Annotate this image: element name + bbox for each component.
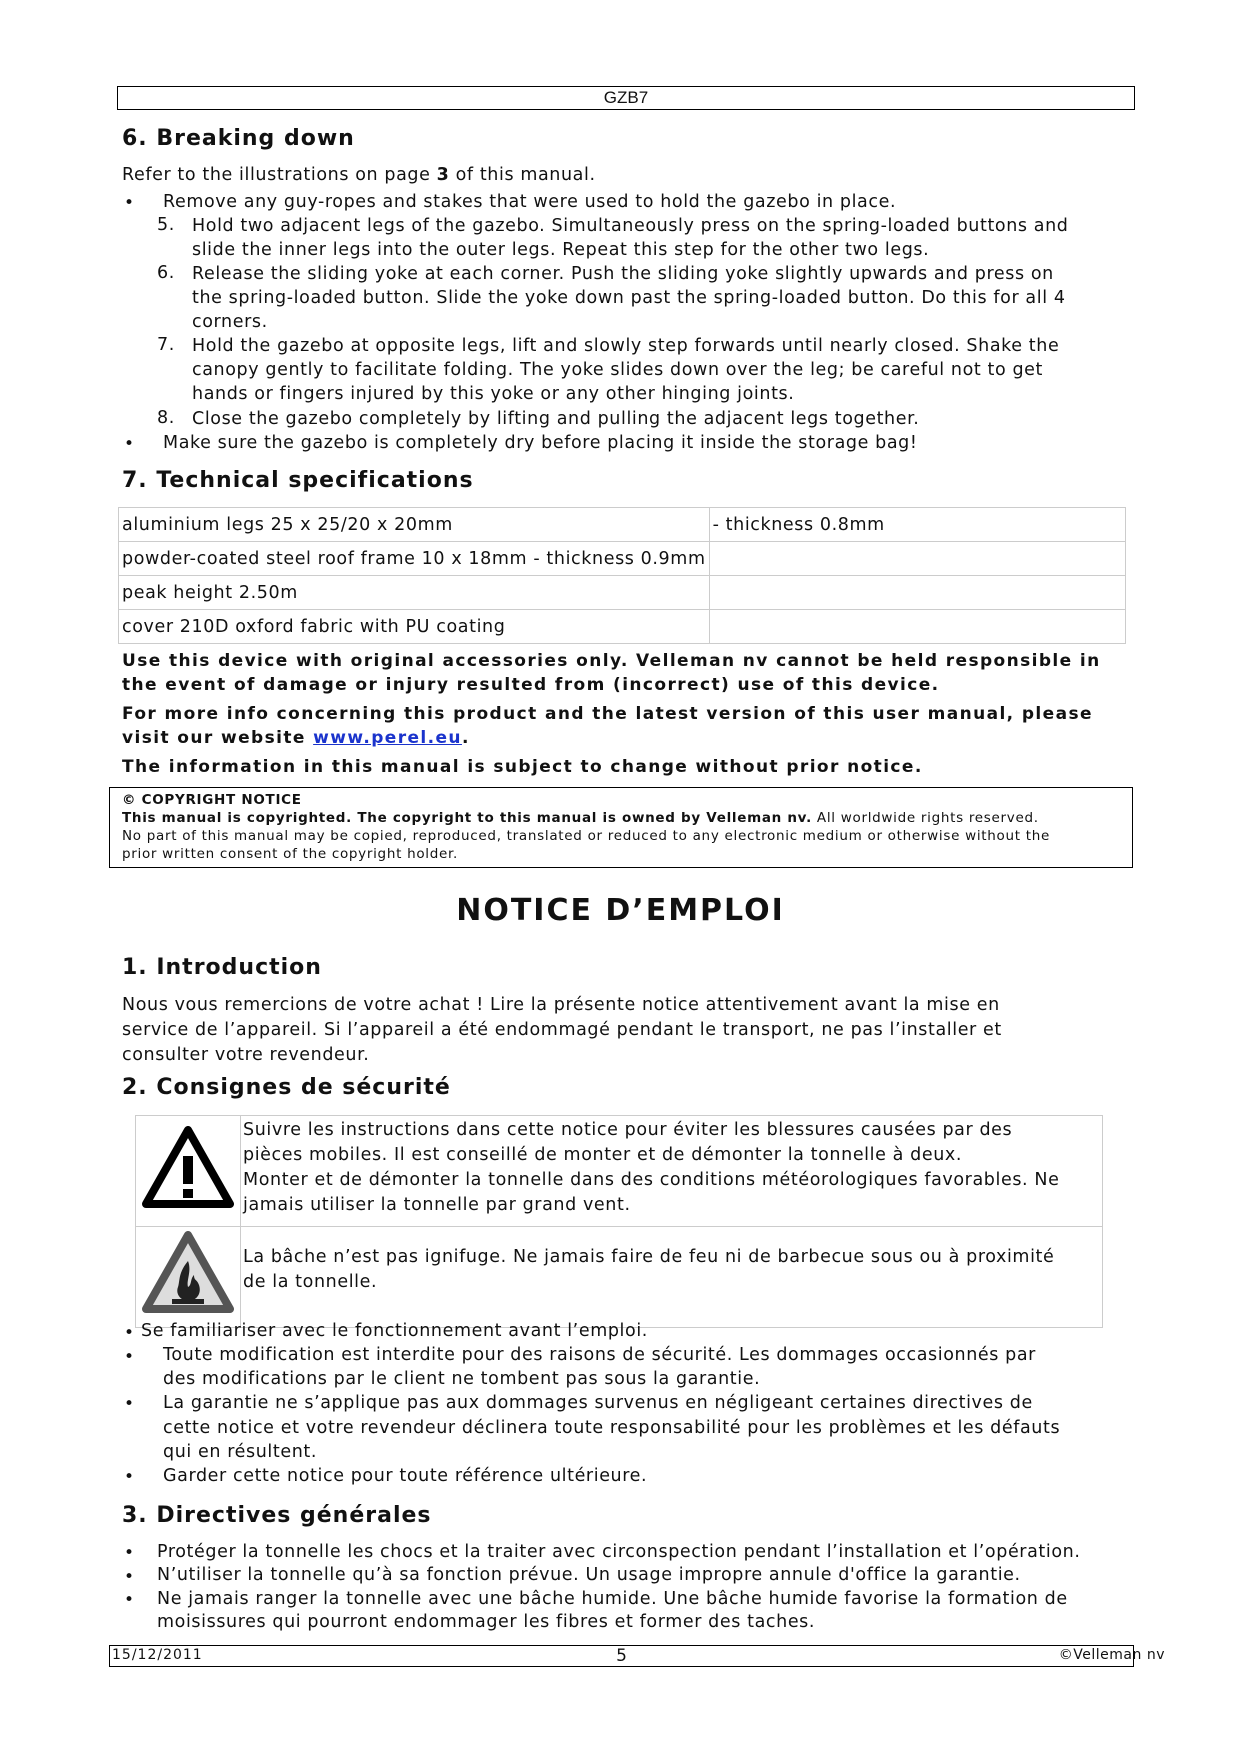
list-item: Ne jamais ranger la tonnelle avec une bâche humide. Une bâche humide favorise la formation de bbox=[157, 1589, 1068, 1609]
table-cell bbox=[709, 542, 1125, 576]
list-item: qui en résultent. bbox=[163, 1442, 318, 1462]
copyright-notice bbox=[109, 787, 1133, 868]
bullet: • bbox=[124, 1590, 135, 1610]
section-heading-technical-specifications: 7. Technical specifications bbox=[122, 468, 474, 493]
note-line: For more info concerning this product and the latest version of this user manual, please bbox=[122, 704, 1093, 724]
note-change: The information in this manual is subject to change without prior notice. bbox=[122, 757, 923, 777]
note-website bbox=[122, 703, 1093, 750]
list-item: Toute modification est interdite pour des raisons de sécurité. Les dommages occasionnés par bbox=[163, 1345, 1036, 1365]
warning-triangle-icon bbox=[142, 1126, 234, 1208]
table-row bbox=[119, 610, 1126, 644]
footer-brand: ©Velleman nv bbox=[1058, 1647, 1165, 1663]
table-cell: cover 210D oxford fabric with PU coating bbox=[119, 610, 710, 644]
section-heading-general: 3. Directives générales bbox=[122, 1503, 432, 1528]
list-item: canopy gently to facilitate folding. The yoke slides down over the leg; be careful not to get bbox=[192, 360, 1043, 380]
safety-text: La bâche n’est pas ignifuge. Ne jamais faire de feu ni de barbecue sous ou à proximité de la tonnelle. bbox=[241, 1227, 1103, 1328]
safety-text: Suivre les instructions dans cette notice pour éviter les blessures causées par des pièces mobiles. Il est conseillé de monter et de démonter la tonnelle à deux. Monter et de démonter la tonnelle dans des conditions météorologiques favorables. Ne jamais utiliser la tonnelle par grand vent. bbox=[241, 1116, 1103, 1227]
list-item: La garantie ne s’applique pas aux dommages survenus en négligeant certaines directives de bbox=[163, 1393, 1033, 1413]
bullet: • bbox=[124, 1543, 135, 1563]
table-cell: - thickness 0.8mm bbox=[709, 508, 1125, 542]
list-item: Hold two adjacent legs of the gazebo. Simultaneously press on the spring-loaded buttons and bbox=[192, 216, 1069, 236]
bullet: • bbox=[124, 434, 135, 454]
table-row bbox=[119, 508, 1126, 542]
note-line: the event of damage or injury resulted from (incorrect) use of this device. bbox=[122, 674, 940, 695]
page-footer bbox=[109, 1645, 1165, 1667]
section-heading-introduction: 1. Introduction bbox=[122, 955, 322, 980]
table-cell bbox=[709, 610, 1125, 644]
list-item: Make sure the gazebo is completely dry before placing it inside the storage bag! bbox=[163, 433, 918, 453]
list-item: slide the inner legs into the outer legs. Repeat this step for the other two legs. bbox=[192, 240, 930, 260]
list-item: des modifications par le client ne tombent pas sous la garantie. bbox=[163, 1369, 761, 1389]
bullet: • bbox=[124, 1347, 135, 1367]
safety-table bbox=[135, 1115, 1103, 1328]
copyright-line: No part of this manual may be copied, reproduced, translated or reduced to any electronic medium or otherwise without the bbox=[122, 828, 1050, 844]
website-link[interactable]: www.perel.eu bbox=[313, 727, 462, 748]
page-number: 5 bbox=[616, 1646, 627, 1666]
introduction-text: Nous vous remercions de votre achat ! Lire la présente notice attentivement avant la mise en service de l’appareil. Si l’appareil a été endommagé pendant le transport, ne pas l’installer et consulter votre revendeur. bbox=[122, 995, 1002, 1065]
list-item: Hold the gazebo at opposite legs, lift and slowly step forwards until nearly closed. Shake the bbox=[192, 336, 1060, 356]
copyright-line: prior written consent of the copyright holder. bbox=[122, 846, 459, 862]
step-number: 8. bbox=[157, 408, 175, 428]
copyright-line: This manual is copyrighted. The copyright to this manual is owned by Velleman nv. All worldwide rights reserved. bbox=[122, 810, 1039, 826]
list-item: Se familiariser avec le fonctionnement avant l’emploi. bbox=[141, 1321, 648, 1341]
table-row bbox=[119, 576, 1126, 610]
list-item: the spring-loaded button. Slide the yoke down past the spring-loaded button. Do this for all 4 bbox=[192, 288, 1066, 308]
flammable-icon bbox=[142, 1231, 234, 1315]
note-accessories bbox=[122, 650, 1101, 697]
note-line: visit our website www.perel.eu. bbox=[122, 727, 470, 748]
list-item: Protéger la tonnelle les chocs et la traiter avec circonspection pendant l’installation et l’opération. bbox=[157, 1542, 1081, 1562]
list-item: Garder cette notice pour toute référence ultérieure. bbox=[163, 1466, 648, 1486]
bullet: • bbox=[124, 1467, 135, 1487]
bullet: • bbox=[124, 1323, 135, 1343]
step-number: 7. bbox=[157, 335, 175, 355]
model-number: GZB7 bbox=[603, 88, 649, 107]
icon-cell bbox=[136, 1116, 241, 1227]
list-item: moisissures qui pourront endommager les fibres et former des taches. bbox=[157, 1612, 816, 1632]
document-title: NOTICE D’EMPLOI bbox=[456, 893, 785, 928]
table-row bbox=[136, 1116, 1103, 1227]
spec-table bbox=[118, 507, 1126, 644]
icon-cell bbox=[136, 1227, 241, 1328]
table-cell: powder-coated steel roof frame 10 x 18mm - thickness 0.9mm bbox=[119, 542, 710, 576]
footer-date: 15/12/2011 bbox=[112, 1647, 203, 1663]
table-row bbox=[119, 542, 1126, 576]
list-item: cette notice et votre revendeur déclinera toute responsabilité pour les problèmes et les défauts bbox=[163, 1418, 1061, 1438]
table-row bbox=[136, 1227, 1103, 1328]
intro-text: Refer to the illustrations on page 3 of this manual. bbox=[122, 165, 596, 185]
list-item: Release the sliding yoke at each corner. Push the sliding yoke slightly upwards and press on bbox=[192, 264, 1054, 284]
section-heading-safety: 2. Consignes de sécurité bbox=[122, 1075, 451, 1100]
step-number: 5. bbox=[157, 215, 175, 235]
list-item: Close the gazebo completely by lifting and pulling the adjacent legs together. bbox=[192, 409, 920, 429]
list-item: hands or fingers injured by this yoke or any other hinging joints. bbox=[192, 384, 795, 404]
list-item: Remove any guy-ropes and stakes that were used to hold the gazebo in place. bbox=[163, 192, 897, 212]
page-header bbox=[117, 86, 1135, 110]
bullet: • bbox=[124, 1567, 135, 1587]
note-line: Use this device with original accessories only. Velleman nv cannot be held responsible in bbox=[122, 651, 1101, 671]
list-item: N’utiliser la tonnelle qu’à sa fonction prévue. Un usage impropre annule d'office la garantie. bbox=[157, 1565, 1021, 1585]
bullet: • bbox=[124, 193, 135, 213]
bullet: • bbox=[124, 1394, 135, 1414]
table-cell: aluminium legs 25 x 25/20 x 20mm bbox=[119, 508, 710, 542]
section-heading-breaking-down: 6. Breaking down bbox=[122, 126, 355, 151]
list-item: corners. bbox=[192, 312, 268, 332]
step-number: 6. bbox=[157, 263, 175, 283]
copyright-title: © COPYRIGHT NOTICE bbox=[122, 792, 302, 808]
table-cell bbox=[709, 576, 1125, 610]
table-cell: peak height 2.50m bbox=[119, 576, 710, 610]
